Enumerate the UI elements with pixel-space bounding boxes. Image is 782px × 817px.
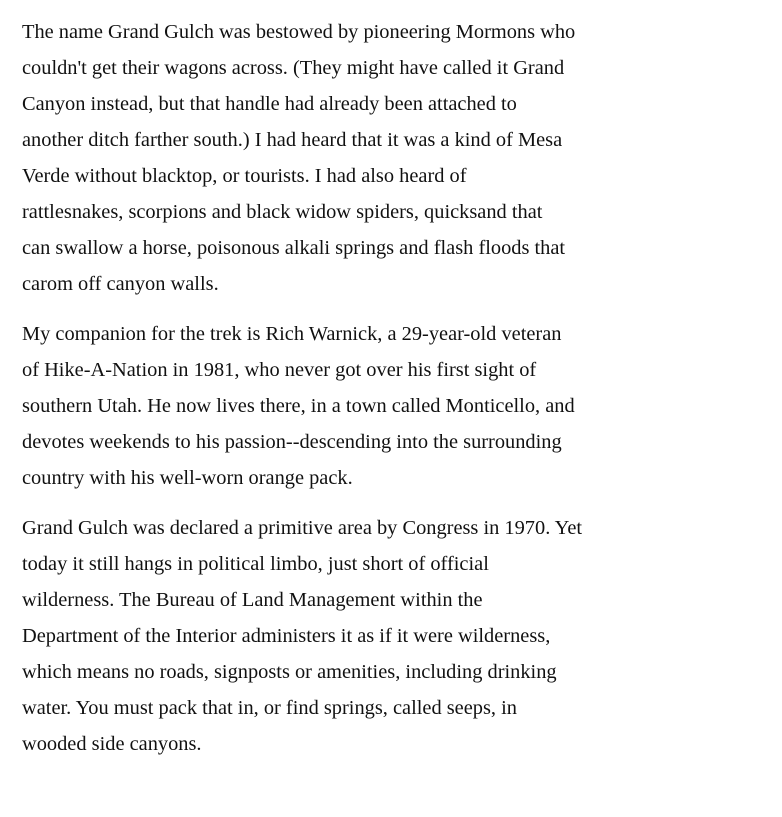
text-line: Department of the Interior administers it as if it were wilderness, [22, 625, 551, 647]
text-line: couldn't get their wagons across. (They might have called it Grand [22, 57, 565, 79]
text-line: devotes weekends to his passion--descending into the surrounding [22, 431, 562, 453]
text-line: today it still hangs in political limbo, just short of official [22, 553, 489, 575]
text-line: rattlesnakes, scorpions and black widow spiders, quicksand that [22, 201, 543, 223]
text-line: country with his well-worn orange pack. [22, 467, 353, 489]
text-line: The name Grand Gulch was bestowed by pioneering Mormons who [22, 21, 576, 43]
article-body [22, 14, 762, 762]
text-line: wilderness. The Bureau of Land Management within the [22, 589, 483, 611]
text-line: My companion for the trek is Rich Warnick, a 29-year-old veteran [22, 323, 562, 345]
text-line: of Hike-A-Nation in 1981, who never got over his first sight of [22, 359, 537, 381]
paragraph-2 [22, 316, 762, 496]
text-line: Canyon instead, but that handle had already been attached to [22, 93, 517, 115]
text-line: southern Utah. He now lives there, in a town called Monticello, and [22, 395, 575, 417]
text-line: Grand Gulch was declared a primitive area by Congress in 1970. Yet [22, 517, 583, 539]
paragraph-1 [22, 14, 762, 302]
text-line: can swallow a horse, poisonous alkali springs and flash floods that [22, 237, 566, 259]
text-line: another ditch farther south.) I had heard that it was a kind of Mesa [22, 129, 563, 151]
text-line: wooded side canyons. [22, 733, 202, 755]
text-line: water. You must pack that in, or find springs, called seeps, in [22, 697, 517, 719]
text-line: carom off canyon walls. [22, 273, 219, 295]
text-line: Verde without blacktop, or tourists. I had also heard of [22, 165, 467, 187]
paragraph-3 [22, 510, 762, 762]
text-line: which means no roads, signposts or amenities, including drinking [22, 661, 557, 683]
